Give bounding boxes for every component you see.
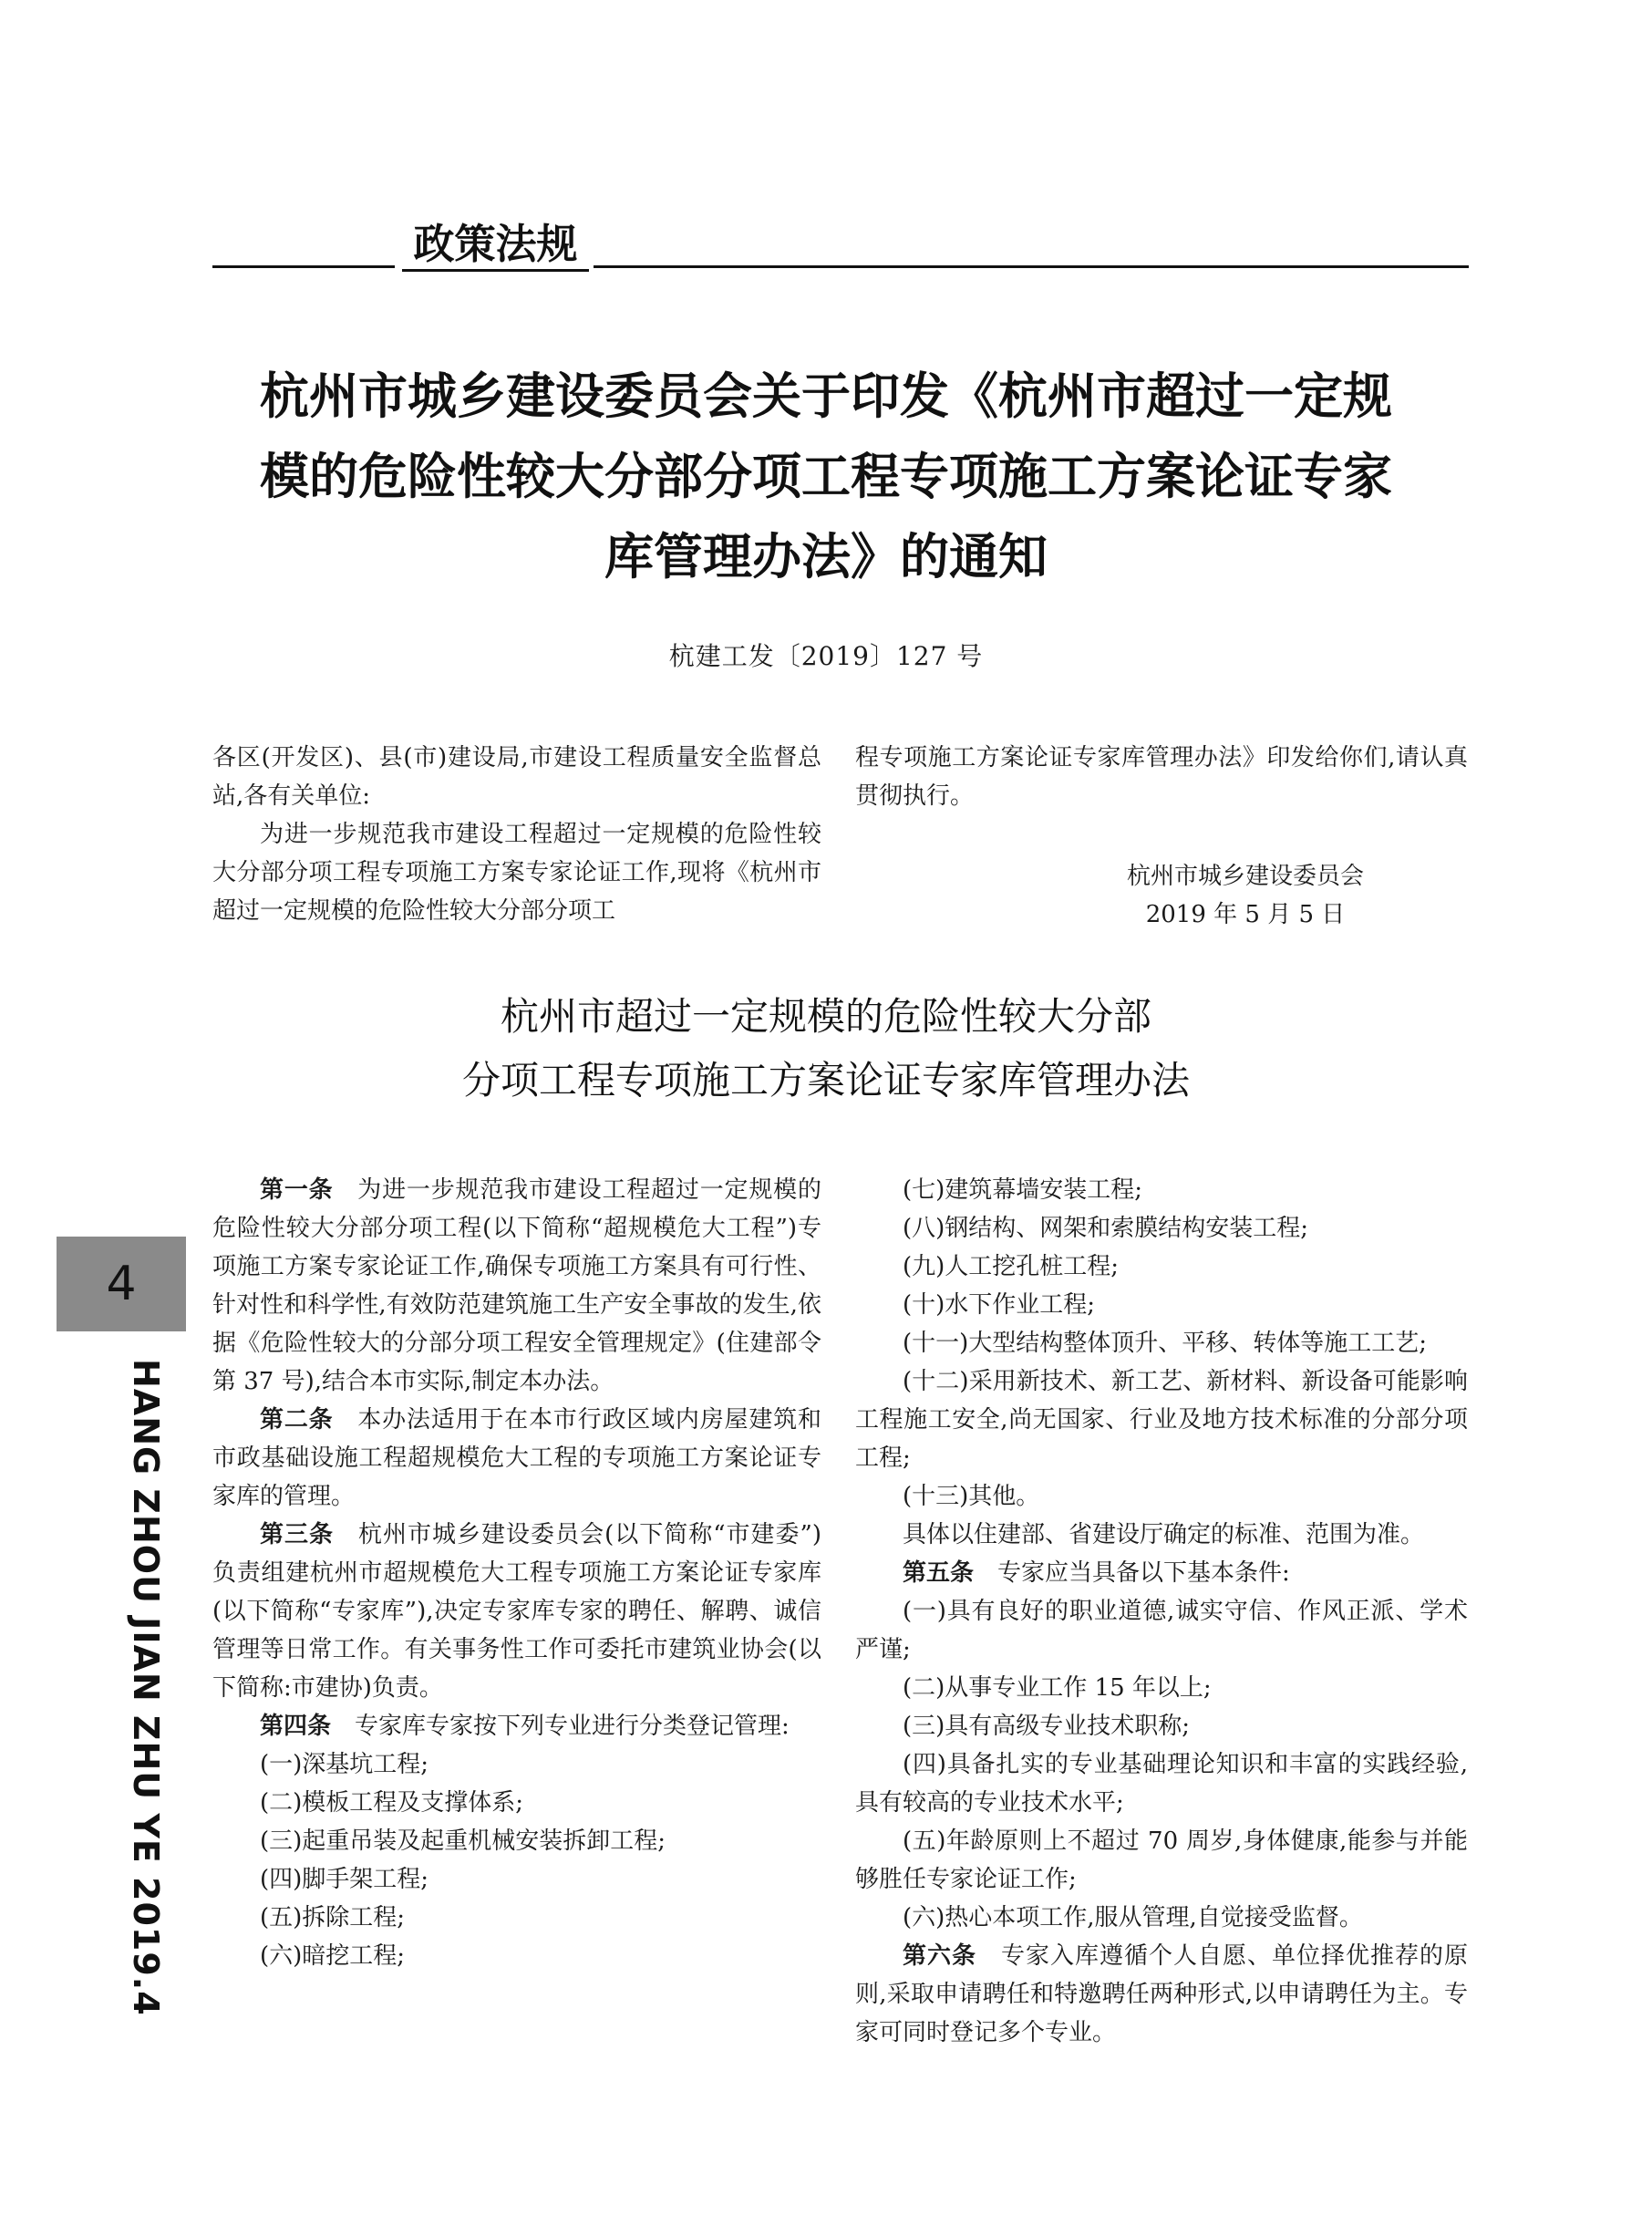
article-label: 第三条 (260, 1521, 335, 1548)
header-rule-right (594, 265, 1469, 268)
list-item: (六)暗挖工程; (260, 1942, 406, 1970)
article-text: 专家入库遵循个人自愿、单位择优推荐的原则,采取申请聘任和特邀聘任两种形式,以申请聘任为主。专家可同时登记多个专业。 (855, 1942, 1468, 2046)
list-item: (十)水下作业工程; (903, 1291, 1096, 1319)
list-item: (三)具有高级专业技术职称; (903, 1713, 1191, 1740)
notice-title-line: 模的危险性较大分部分项工程专项施工方案论证专家 (260, 447, 1392, 505)
list-item: (一)深基坑工程; (260, 1751, 429, 1778)
article-label: 第二条 (260, 1406, 334, 1434)
article-paragraph (855, 1937, 1468, 2052)
article-text: 本办法适用于在本市行政区域内房屋建筑和市政基础设施工程超规模危大工程的专项施工方案论证专家库的管理。 (212, 1406, 821, 1510)
list-item: (六)热心本项工作,服从管理,自觉接受监督。 (903, 1904, 1363, 1931)
notice-paragraph: 为进一步规范我市建设工程超过一定规模的危险性较大分部分项工程专项施工方案专家论证工作,现将《杭州市超过一定规模的危险性较大分部分项工 (212, 821, 821, 925)
notice-title-line: 杭州市城乡建设委员会关于印发《杭州市超过一定规 (260, 367, 1392, 425)
article-text: 为进一步规范我市建设工程超过一定规模的危险性较大分部分项工程(以下简称“超规模危大工程”)专项施工方案专家论证工作,确保专项施工方案具有可行性、针对性和科学性,有效防范建筑施工生产安全事故的发生,依据《危险性较大的分部分项工程安全管理规定》(住建部令第 37 号),结合本市实际,制定本办法。 (212, 1176, 821, 1395)
article-text: 杭州市城乡建设委员会(以下简称“市建委”)负责组建杭州市超规模危大工程专项施工方案论证专家库(以下简称“专家库”),决定专家库专家的聘任、解聘、诚信管理等日常工作。有关事务性工作可委托市建筑业协会(以下简称:市建协)负责。 (212, 1521, 821, 1702)
list-item: (四)脚手架工程; (260, 1866, 429, 1893)
list-item: (二)模板工程及支撑体系; (260, 1789, 524, 1817)
article-text: 专家库专家按下列专业进行分类登记管理: (355, 1713, 790, 1740)
list-item: 具体以住建部、省建设厅确定的标准、范围为准。 (903, 1521, 1425, 1548)
notice-addressee: 各区(开发区)、县(市)建设局,市建设工程质量安全监督总站,各有关单位: (212, 744, 821, 810)
measures-title-line: 杭州市超过一定规模的危险性较大分部 (500, 994, 1151, 1039)
signature-date: 2019 年 5 月 5 日 (1145, 901, 1346, 928)
article-label: 第四条 (260, 1713, 332, 1740)
list-item: (八)钢结构、网架和索膜结构安装工程; (903, 1215, 1309, 1242)
list-item: (十一)大型结构整体顶升、平移、转体等施工工艺; (903, 1330, 1428, 1357)
article-paragraph (855, 1554, 1468, 1592)
articles-left-column (212, 1171, 821, 1975)
notice-paragraph-continued: 程专项施工方案论证专家库管理办法》印发给你们,请认真贯彻执行。 (855, 744, 1468, 810)
list-item: (十二)采用新技术、新工艺、新材料、新设备可能影响工程施工安全,尚无国家、行业及地方技术标准的分部分项工程; (855, 1368, 1468, 1472)
notice-title-line: 库管理办法》的通知 (604, 527, 1048, 585)
running-title-text: HANG ZHOU JIAN ZHU YE 2019.4 (126, 1359, 166, 2016)
article-paragraph (212, 1171, 821, 1401)
list-item: (七)建筑幕墙安装工程; (903, 1176, 1143, 1204)
list-item: (三)起重吊装及起重机械安装拆卸工程; (260, 1827, 666, 1855)
list-item: (九)人工挖孔桩工程; (903, 1253, 1120, 1280)
article-label: 第一条 (260, 1176, 334, 1204)
document-number: 杭建工发〔2019〕127 号 (668, 641, 984, 671)
notice-body-left (212, 739, 821, 930)
signature-org: 杭州市城乡建设委员会 (1126, 863, 1364, 890)
list-item: (一)具有良好的职业道德,诚实守信、作风正派、学术严谨; (855, 1598, 1468, 1663)
articles-right-column (855, 1171, 1468, 2052)
article-paragraph (212, 1707, 821, 1745)
list-item: (四)具备扎实的专业基础理论知识和丰富的实践经验,具有较高的专业技术水平; (855, 1751, 1468, 1817)
measures-title-line: 分项工程专项施工方案论证专家库管理办法 (461, 1058, 1190, 1103)
article-paragraph (212, 1516, 821, 1707)
list-item: (五)拆除工程; (260, 1904, 406, 1931)
list-item: (二)从事专业工作 15 年以上; (903, 1674, 1212, 1702)
article-label: 第六条 (903, 1942, 976, 1970)
header-rule-left (212, 265, 395, 268)
article-text: 专家应当具备以下基本条件: (997, 1559, 1290, 1587)
notice-title (164, 356, 1488, 596)
page-number-tab: 4 (57, 1237, 186, 1331)
notice-body-right (855, 739, 1468, 934)
measures-title (219, 985, 1433, 1113)
notice-signature (855, 857, 1468, 934)
list-item: (十三)其他。 (903, 1483, 1040, 1510)
running-title (128, 1359, 164, 2052)
article-label: 第五条 (903, 1559, 975, 1587)
article-paragraph (212, 1401, 821, 1516)
list-item: (五)年龄原则上不超过 70 周岁,身体健康,能参与并能够胜任专家论证工作; (855, 1827, 1468, 1893)
section-title: 政策法规 (402, 217, 589, 272)
